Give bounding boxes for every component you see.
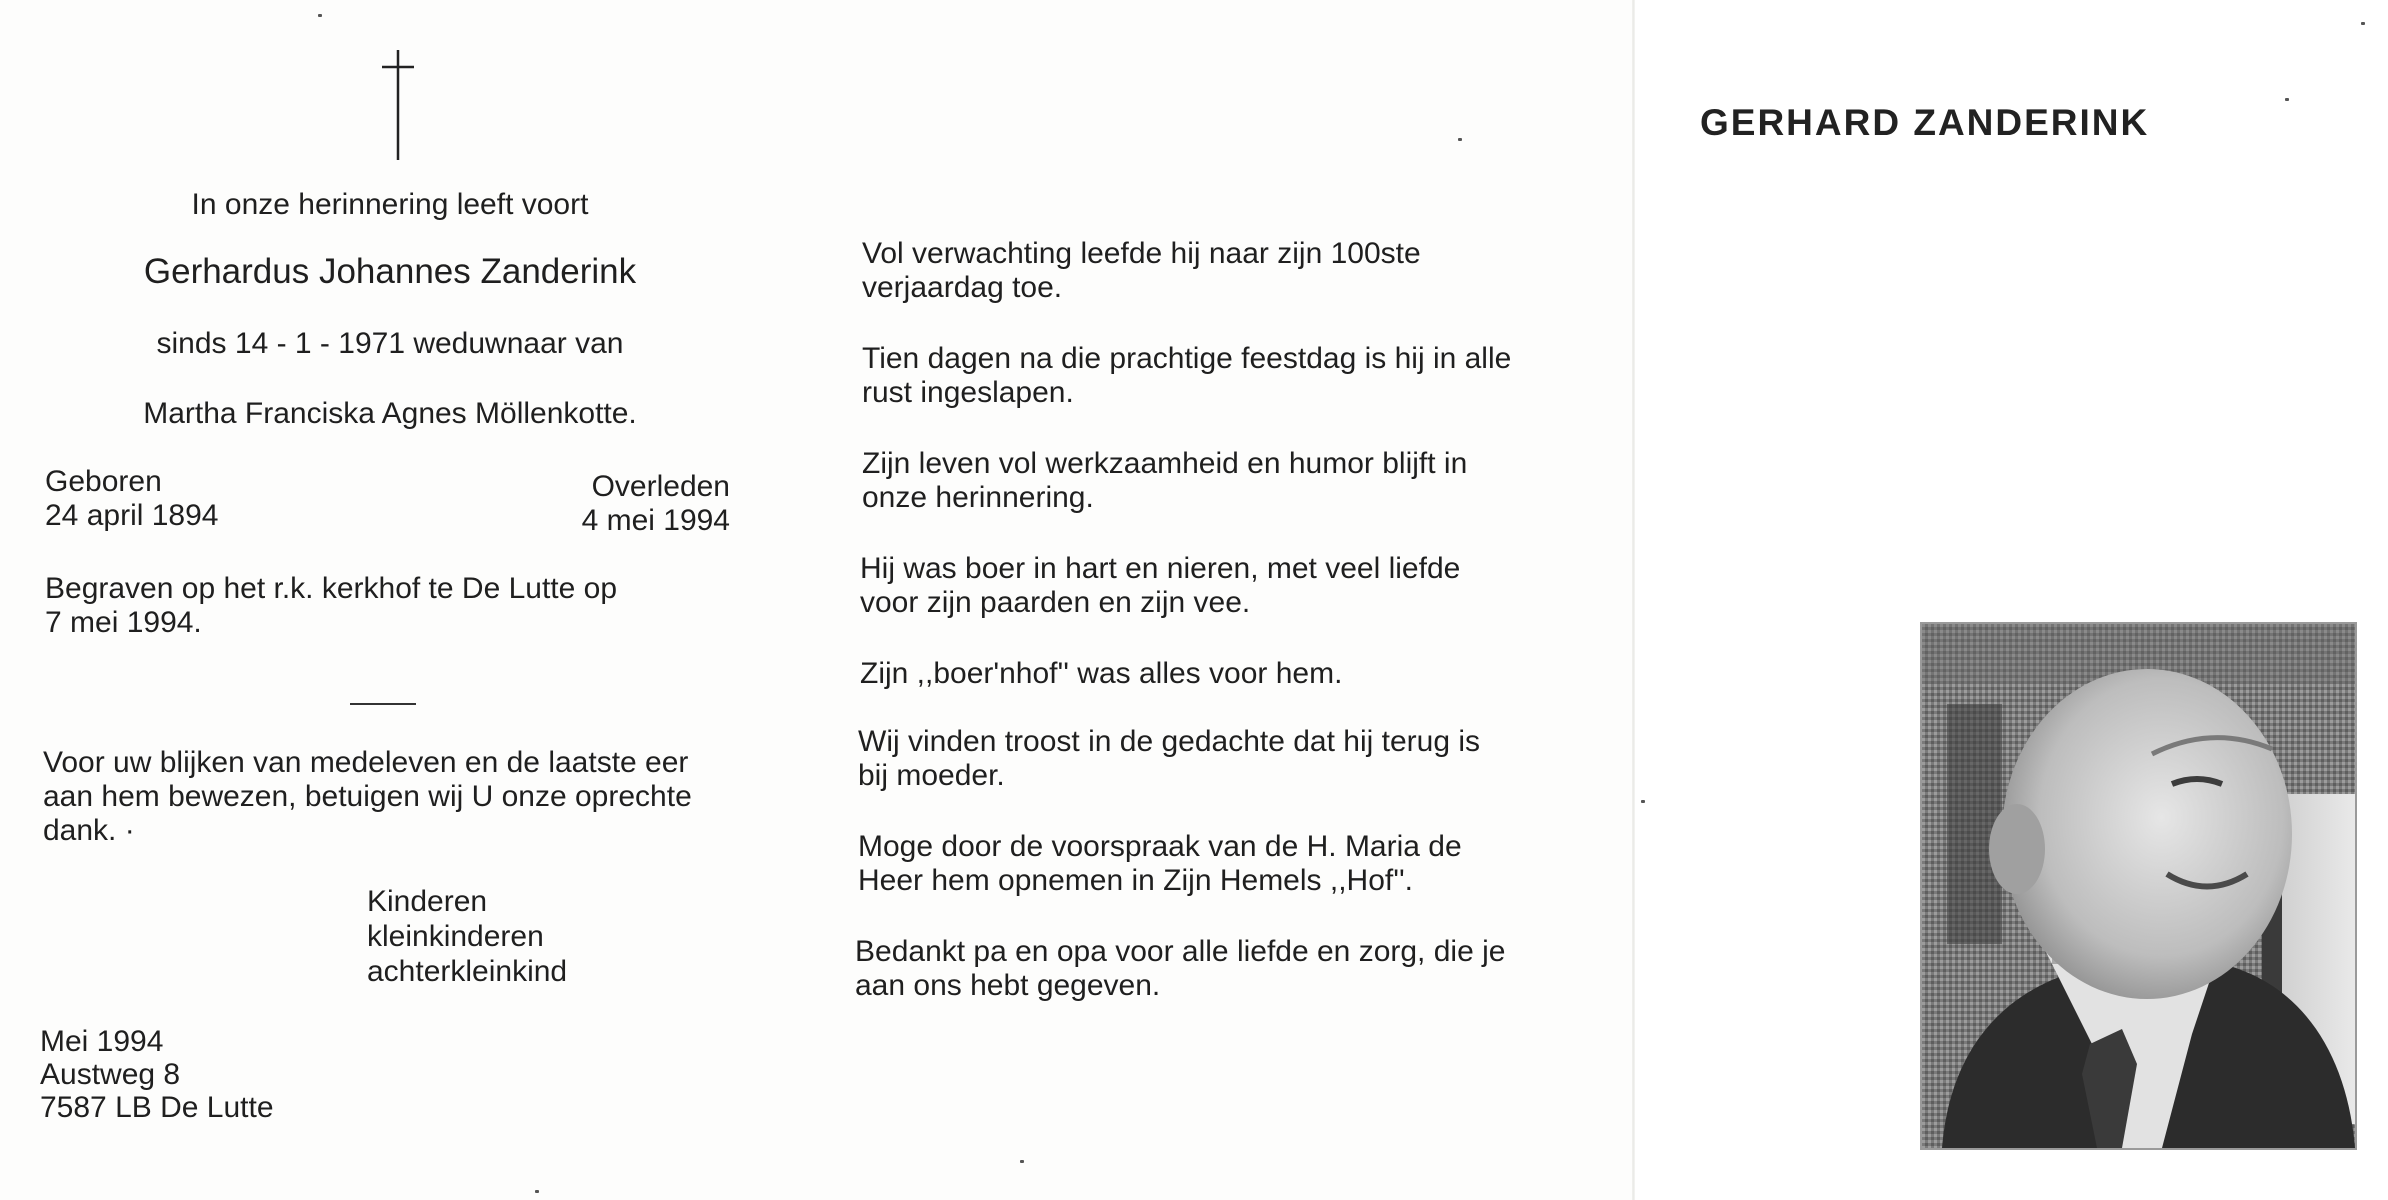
born-label: Geboren [45,465,162,498]
thanks-line-1: Voor uw blijken van medeleven en de laatste eer [43,746,689,779]
speck [1458,138,1462,141]
burial-line-2: 7 mei 1994. [45,606,202,639]
address-line-3: 7587 LB De Lutte [40,1091,274,1124]
para-2-line-1: Tien dagen na die prachtige feestdag is hij in alle [862,342,1512,375]
thanks-line-3: dank. · [43,814,135,847]
spouse-name: Martha Franciska Agnes Möllenkotte. [143,397,637,430]
speck [535,1190,539,1193]
died-date: 4 mei 1994 [581,504,730,537]
burial-line-1: Begraven op het r.k. kerkhof te De Lutte op [45,572,618,605]
para-6-line-1: Wij vinden troost in de gedachte dat hij terug is [858,725,1481,758]
intro-text: In onze herinnering leeft voort [191,188,589,221]
para-3-line-1: Zijn leven vol werkzaamheid en humor blijft in [862,447,1468,480]
para-3-line-2: onze herinnering. [862,481,1094,514]
born-date: 24 april 1894 [45,499,219,532]
speck [1020,1160,1024,1163]
cross-icon [378,50,418,160]
divider [350,703,416,705]
died-label: Overleden [591,470,730,503]
speck [2285,98,2289,101]
portrait-photo [1920,622,2357,1150]
front-name-heading: GERHARD ZANDERINK [1700,102,2150,143]
thanks-line-2: aan hem bewezen, betuigen wij U onze oprechte [43,780,692,813]
para-8-line-2: aan ons hebt gegeven. [855,969,1161,1002]
speck [318,14,322,17]
para-1-line-2: verjaardag toe. [862,271,1063,304]
address-line-2: Austweg 8 [40,1058,181,1091]
para-2-line-2: rust ingeslapen. [862,376,1074,409]
family-line-2: kleinkinderen [367,920,544,953]
para-5-line-1: Zijn ,,boer'nhof'' was alles voor hem. [860,657,1343,690]
para-4-line-2: voor zijn paarden en zijn vee. [860,586,1251,619]
speck [1641,800,1645,803]
address-line-1: Mei 1994 [40,1025,164,1058]
para-7-line-1: Moge door de voorspraak van de H. Maria de [858,830,1462,863]
portrait-image [1922,624,2355,1148]
widower-line: sinds 14 - 1 - 1971 weduwnaar van [156,327,624,360]
para-8-line-1: Bedankt pa en opa voor alle liefde en zorg, die je [855,935,1506,968]
speck [2361,22,2365,25]
para-6-line-2: bij moeder. [858,759,1005,792]
deceased-full-name: Gerhardus Johannes Zanderink [143,252,637,291]
para-7-line-2: Heer hem opnemen in Zijn Hemels ,,Hof''. [858,864,1414,897]
family-line-1: Kinderen [367,885,488,918]
para-1-line-1: Vol verwachting leefde hij naar zijn 100ste [862,237,1421,270]
family-line-3: achterkleinkind [367,955,568,988]
para-4-line-1: Hij was boer in hart en nieren, met veel liefde [860,552,1461,585]
